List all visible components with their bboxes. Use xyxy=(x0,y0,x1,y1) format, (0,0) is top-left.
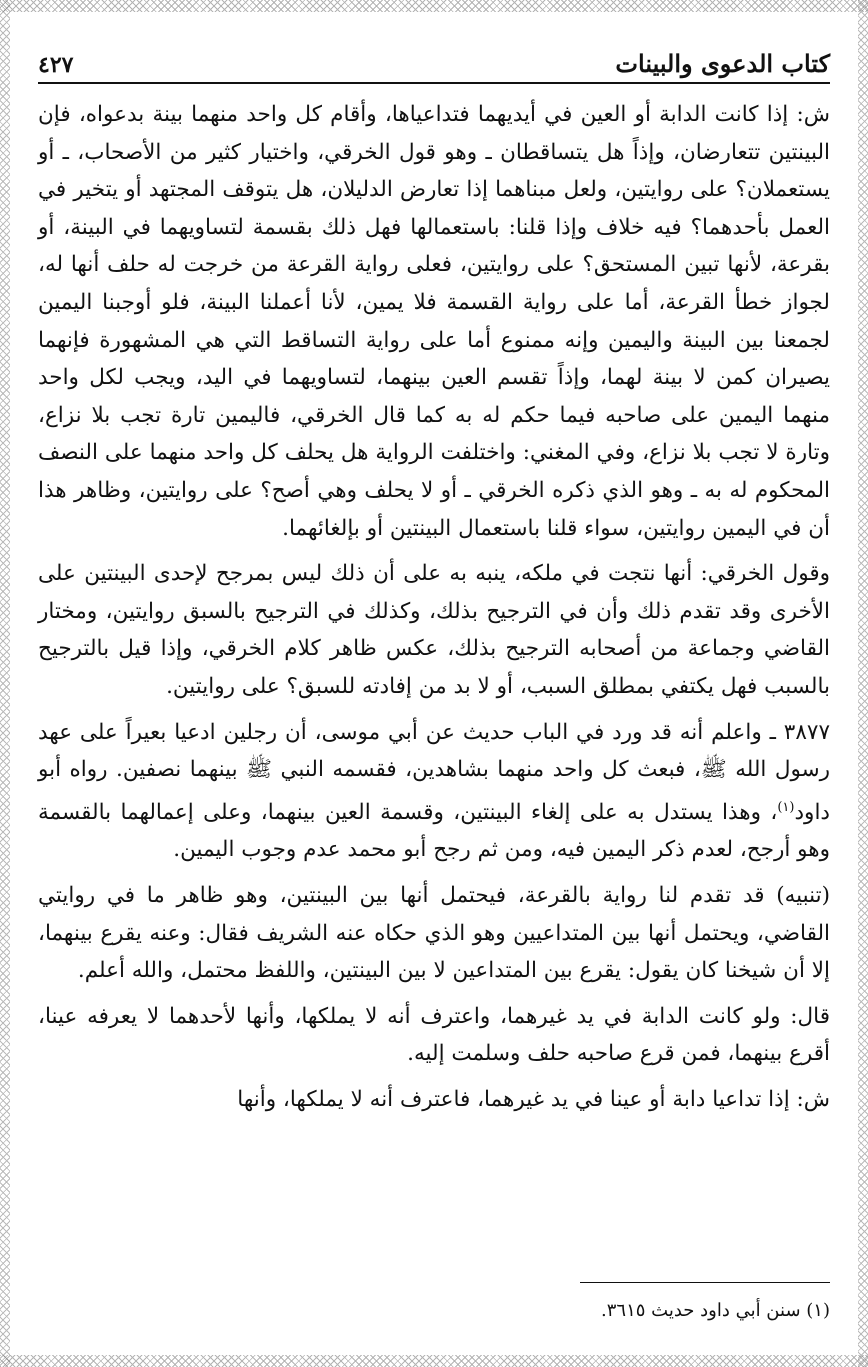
page-body xyxy=(38,96,830,1119)
hadith-text: ٣٨٧٧ ـ واعلم أنه قد ورد في الباب حديث عن أبي موسى، أن رجلين ادعيا بعيراً على عهد رسول الله ﷺ، فبعث كل واحد منهما بشاهدين، فقسمه النبي ﷺ بينهما نصفين. رواه أبو داود xyxy=(38,719,830,825)
footnote xyxy=(601,1297,830,1325)
paragraph-sharh-2: ش: إذا تداعيا دابة أو عينا في يد غيرهما، فاعترف أنه لا يملكها، وأنها xyxy=(237,1087,830,1112)
page-header xyxy=(38,38,830,84)
footnote-reference[interactable]: (١) xyxy=(777,799,795,815)
decorative-border-left xyxy=(0,0,10,1367)
footnote-text: سنن أبي داود حديث ٣٦١٥. xyxy=(601,1300,801,1321)
decorative-border-right xyxy=(858,0,868,1367)
paragraph-matn: قال: ولو كانت الدابة في يد غيرهما، واعترف أنه لا يملكها، وأنها لأحدهما لا يعرفه عينا، أقرع بينهما، فمن قرع صاحبه حلف وسلمت إليه. xyxy=(38,1003,830,1067)
footnote-divider xyxy=(580,1282,830,1283)
page-number: ٤٢٧ xyxy=(38,52,74,78)
paragraph-kharqi-statement: وقول الخرقي: أنها نتجت في ملكه، ينبه به على أن ذلك ليس بمرجح لإحدى البينتين على الأخرى وقد تقدم ذلك وأن في الترجيح بذلك، وكذلك في الترجيح بالسبق روايتين، ومختار القاضي وجماعة من أصحابه الترجيح بذلك، عكس ظاهر كلام الخرقي، وإذا قيل بالترجيح بالسبب فهل يكتفي بمطلق السبب، أو لا بد من إفادته للسبق؟ على روايتين. xyxy=(38,561,830,699)
decorative-border-top xyxy=(0,0,868,12)
footnote-number: (١) xyxy=(806,1300,830,1321)
paragraph-hadith-3877 xyxy=(38,714,830,870)
paragraph-sharh-1: ش: إذا كانت الدابة أو العين في أيديهما فتداعياها، وأقام كل واحد منهما بينة بدعواه، فإن البينتين تتعارضان، وإذاً هل يتساقطان ـ وهو قول الخرقي، واختيار كثير من الأصحاب، ـ أو يستعملان؟ على روايتين، ولعل مبناهما إذا تعارض الدليلان، هل يتوقف المجتهد أو يتخير في العمل بأحدهما؟ فيه خلاف وإذا قلنا: باستعمالها فهل ذلك بقسمة لتساويهما في البينة، أو بقرعة، لأنها تبين المستحق؟ على روايتين، فعلى رواية القرعة من خرجت له حلف أنها له، لجواز خطأ القرعة، أما على رواية القسمة فلا يمين، لأنا أعملنا البينة، فلو أوجبنا اليمين لجمعنا بين البينة واليمين وإنه ممنوع أما على رواية التساقط التي هي المشهورة فإنهما يصيران كمن لا بينة لهما، وإذاً تقسم العين بينهما، لتساويهما في اليد، ويجب لكل واحد منهما اليمين على صاحبه فيما حكم له به كما قال الخرقي، فاليمين تارة تجب بلا نزاع، وتارة لا تجب بلا نزاع، وفي المغني: واختلفت الرواية هل يحلف كل واحد منهما على النصف المحكوم له به ـ وهو الذي ذكره الخرقي ـ أو لا يحلف وهي أصح؟ على روايتين، وظاهر هذا أن في اليمين روايتين، سواء قلنا باستعمال البينتين أو بإلغائهما. xyxy=(38,102,830,541)
paragraph-tanbih: (تنبيه) قد تقدم لنا رواية بالقرعة، فيحتمل أنها بين البينتين، وهو ظاهر ما في روايتي القاضي، ويحتمل أنها بين المتداعيين وهو الذي حكاه عنه الشريف فقال: وعنه يقرع بينهما، إلا أن شيخنا كان يقول: يقرع بين المتداعين لا بين البينتين، واللفظ محتمل، والله أعلم. xyxy=(38,883,830,984)
decorative-border-bottom xyxy=(0,1355,868,1367)
hadith-commentary: ، وهذا يستدل به على إلغاء البينتين، وقسمة العين بينهما، وعلى إعمالهما بالقسمة وهو أرجح، لعدم ذكر اليمين فيه، ومن ثم رجح أبو محمد عدم وجوب اليمين. xyxy=(38,799,830,863)
book-page xyxy=(38,38,830,1343)
running-title: كتاب الدعوى والبينات xyxy=(615,49,830,78)
